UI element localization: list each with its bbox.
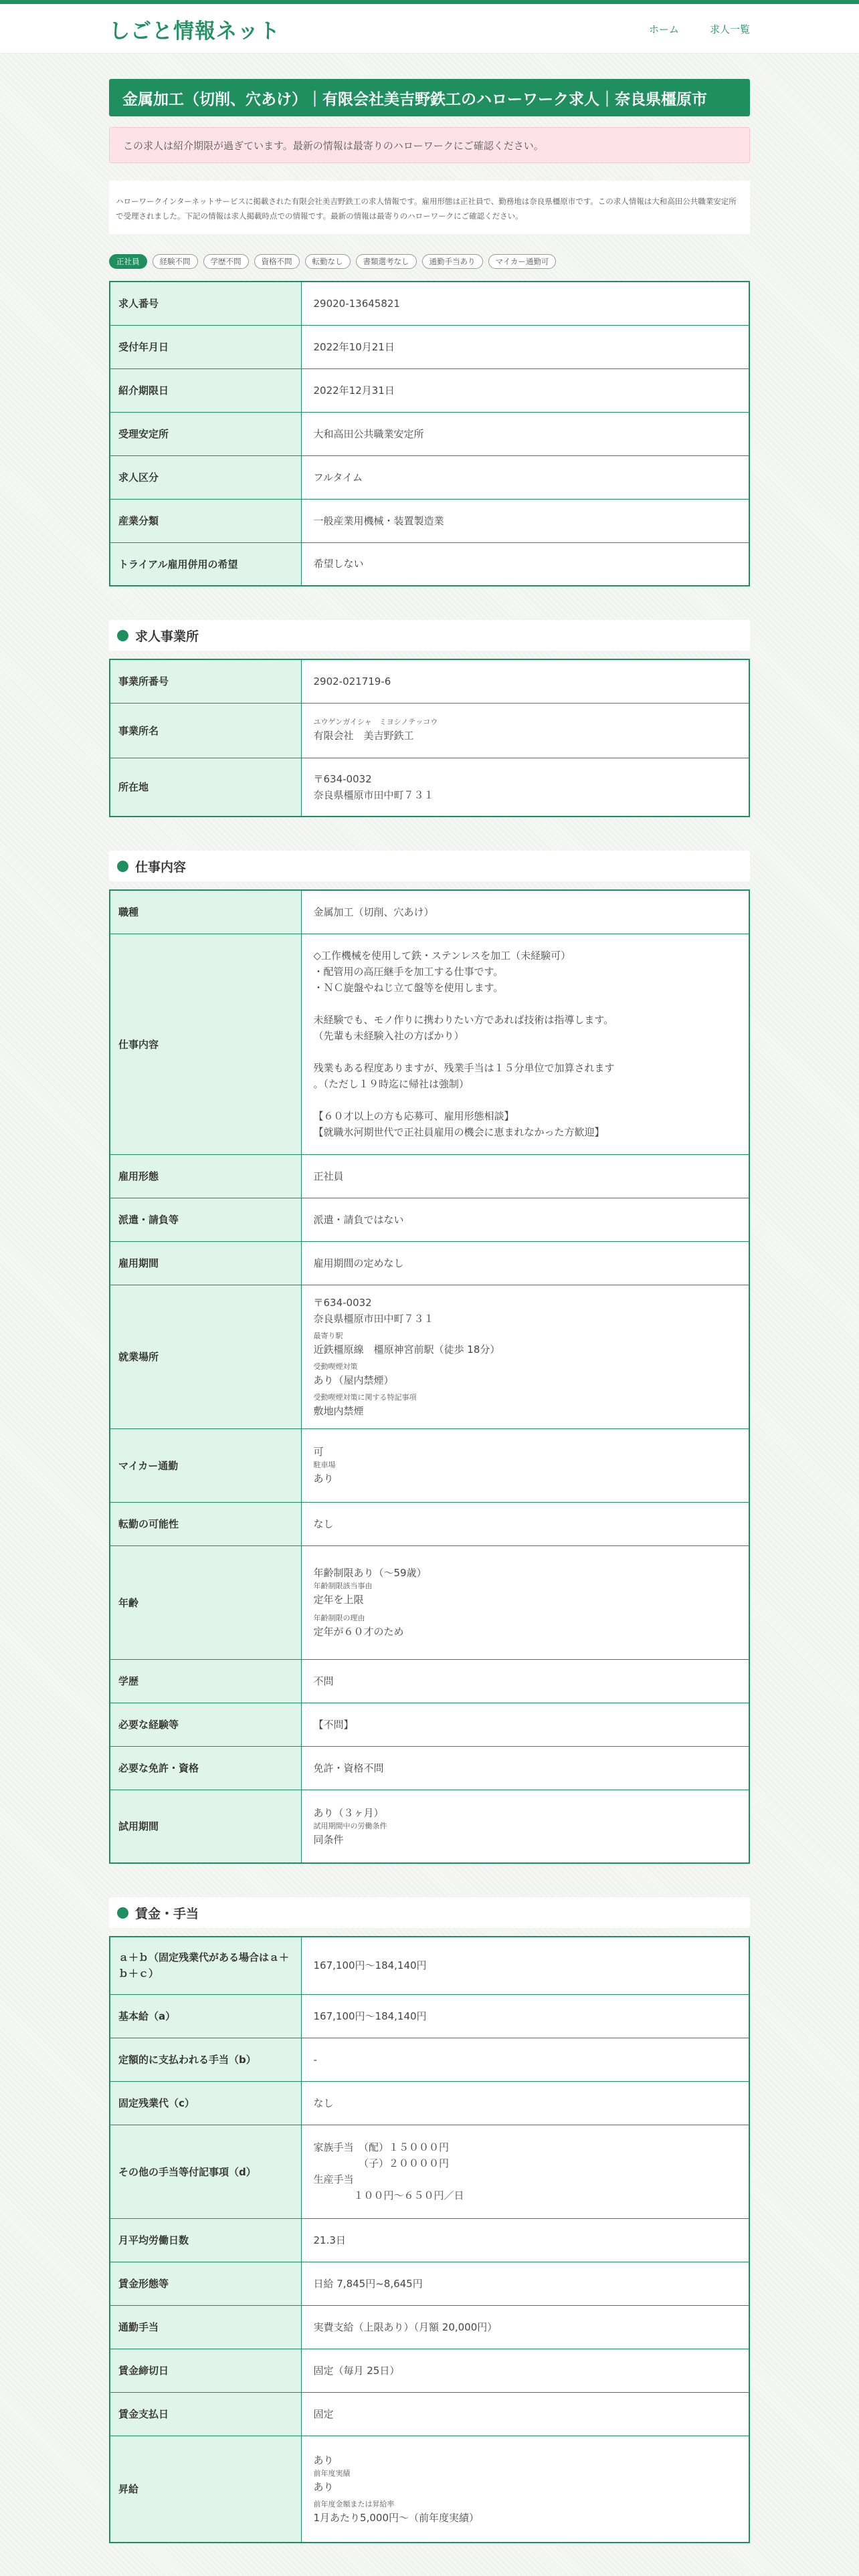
row-value: 167,100円～184,140円 — [301, 1994, 749, 2038]
table-row — [110, 2262, 749, 2305]
row-value: なし — [301, 2081, 749, 2125]
row-value: 雇用期間の定めなし — [301, 1241, 749, 1285]
row-value — [301, 1545, 749, 1659]
bullet-dot-icon — [117, 1907, 128, 1919]
table-row — [110, 2081, 749, 2125]
row-label: 就業場所 — [110, 1285, 301, 1428]
row-value: 日給 7,845円~8,645円 — [301, 2262, 749, 2305]
row-label: 受付年月日 — [110, 325, 301, 368]
tag-commute-allowance: 通勤手当あり — [422, 254, 483, 269]
row-label: 受理安定所 — [110, 412, 301, 455]
row-value: フルタイム — [301, 455, 749, 499]
raise-amount-caption: 前年度金額または昇給率 — [313, 2499, 395, 2508]
section-title: 求人事業所 — [135, 629, 199, 644]
office-zip: 〒634-0032 — [313, 772, 372, 785]
table-row — [110, 1285, 749, 1428]
top-nav — [649, 22, 750, 36]
nav-job-list-link[interactable]: 求人一覧 — [709, 23, 750, 35]
basic-info-table — [109, 281, 750, 586]
row-value: - — [301, 2038, 749, 2081]
table-row — [110, 1241, 749, 1285]
row-label: 事業所番号 — [110, 659, 301, 703]
age-reason: 定年を上限 — [313, 1594, 364, 1606]
row-label: 求人区分 — [110, 455, 301, 499]
row-value — [301, 1428, 749, 1502]
raise-last-value: あり — [313, 2480, 334, 2493]
office-address: 奈良県橿原市田中町７３１ — [313, 788, 434, 801]
row-label: 賃金支払日 — [110, 2392, 301, 2436]
expired-notice: この求人は紹介期限が過ぎています。最新の情報は最寄りのハローワークにご確認ください。 — [109, 127, 750, 163]
job-description-intro: ハローワークインターネットサービスに掲載された有限会社美吉野鉄工の求人情報です。雇用形態は正社員で、勤務地は奈良県橿原市です。この求人情報は大和高田公共職業安定所で受理されました。下記の情報は求人掲載時点での情報です。最新の情報は最寄りのハローワークにご確認ください。 — [109, 181, 750, 234]
office-table — [109, 659, 750, 817]
raise-last-caption: 前年度実績 — [313, 2468, 351, 2478]
tag-license: 資格不問 — [254, 254, 300, 269]
table-row — [110, 499, 749, 542]
office-name: 有限会社 美吉野鉄工 — [313, 730, 414, 742]
row-label: 必要な経験等 — [110, 1703, 301, 1746]
row-label: 定額的に支払われる手当（b） — [110, 2038, 301, 2081]
table-row — [110, 1659, 749, 1703]
job-table — [109, 889, 750, 1864]
row-label: 職種 — [110, 890, 301, 934]
parking-value: あり — [313, 1473, 334, 1485]
row-value: 2022年10月21日 — [301, 325, 749, 368]
trial-period: あり（３ヶ月） — [313, 1806, 384, 1819]
row-label: 月平均労働日数 — [110, 2218, 301, 2262]
table-row — [110, 1154, 749, 1198]
main-content — [109, 79, 750, 2543]
place-address: 奈良県橿原市田中町７３１ — [313, 1312, 434, 1325]
row-value: 金属加工（切削、穴あけ） — [301, 890, 749, 934]
trial-caption: 試用期間中の労働条件 — [313, 1821, 387, 1830]
table-row — [110, 2436, 749, 2543]
table-row — [110, 2038, 749, 2081]
tag-experience: 経験不問 — [153, 254, 198, 269]
smoking-caption: 受動喫煙対策 — [313, 1362, 358, 1371]
table-row — [110, 2392, 749, 2436]
table-row — [110, 2349, 749, 2392]
wage-table — [109, 1936, 750, 2543]
table-row — [110, 703, 749, 758]
row-label: トライアル雇用併用の希望 — [110, 542, 301, 586]
row-label: 賃金締切日 — [110, 2349, 301, 2392]
table-row — [110, 1502, 749, 1545]
row-label: 求人番号 — [110, 282, 301, 325]
row-label: 産業分類 — [110, 499, 301, 542]
job-content-text: ◇工作機械を使用して鉄・ステンレスを加工（未経験可） ・配管用の高圧継手を加工する仕事です。 ・ＮＣ旋盤やねじ立て盤等を使用します。 未経験でも、モノ作りに携わりたい方であれば技術は指導します。 （先輩も未経験入社の方ばかり） 残業もある程度ありますが、残業手当は１５分単位で加算されます 。（ただし１９時迄に帰社は強制） 【６０才以上の方も応募可、雇用形態相談】 【就職氷河期世代で正社員雇用の機会に恵まれなかった方歓迎】 — [301, 934, 749, 1154]
site-logo[interactable]: しごと情報ネット — [109, 19, 280, 43]
row-label: 所在地 — [110, 758, 301, 817]
row-label: 学歴 — [110, 1659, 301, 1703]
page-title: 金属加工（切削、穴あけ）｜有限会社美吉野鉄工のハローワーク求人｜奈良県橿原市 — [109, 79, 750, 116]
row-value: 一般産業用機械・装置製造業 — [301, 499, 749, 542]
table-row — [110, 1994, 749, 2038]
row-label: 基本給（a） — [110, 1994, 301, 2038]
table-row — [110, 1428, 749, 1502]
age-limit: 年齢制限あり（～59歳） — [313, 1567, 427, 1579]
office-name-kana: ユウゲンガイシャ ミヨシノテッコウ — [313, 718, 438, 726]
station-caption: 最寄り駅 — [313, 1331, 343, 1340]
bullet-dot-icon — [117, 861, 128, 872]
table-row — [110, 542, 749, 586]
smoking-policy: あり（屋内禁煙） — [313, 1374, 394, 1386]
row-value: 派遣・請負ではない — [301, 1198, 749, 1241]
table-row — [110, 368, 749, 412]
row-label: 通勤手当 — [110, 2305, 301, 2349]
row-value: 21.3日 — [301, 2218, 749, 2262]
row-value: なし — [301, 1502, 749, 1545]
table-row — [110, 1545, 749, 1659]
row-value: 不問 — [301, 1659, 749, 1703]
row-label: 転勤の可能性 — [110, 1502, 301, 1545]
age-reason-caption: 年齢制限該当事由 — [313, 1582, 373, 1590]
row-value: 167,100円～184,140円 — [301, 1937, 749, 1994]
row-label: 紹介期限日 — [110, 368, 301, 412]
row-value — [301, 1285, 749, 1428]
table-row — [110, 659, 749, 703]
row-value: 固定 — [301, 2392, 749, 2436]
row-label: 必要な免許・資格 — [110, 1746, 301, 1790]
row-value: 【不問】 — [301, 1703, 749, 1746]
row-label: 派遣・請負等 — [110, 1198, 301, 1241]
table-row — [110, 412, 749, 455]
table-row — [110, 1703, 749, 1746]
place-zip: 〒634-0032 — [313, 1296, 372, 1309]
table-row — [110, 1198, 749, 1241]
row-label: マイカー通勤 — [110, 1428, 301, 1502]
row-value: 正社員 — [301, 1154, 749, 1198]
tag-no-transfer: 転勤なし — [305, 254, 351, 269]
table-row — [110, 282, 749, 325]
row-value — [301, 758, 749, 817]
table-row — [110, 1790, 749, 1863]
table-row — [110, 455, 749, 499]
row-label: ａ＋ｂ（固定残業代がある場合はａ＋ｂ＋ｃ） — [110, 1937, 301, 1994]
tag-education: 学歴不問 — [203, 254, 249, 269]
row-label: 固定残業代（c） — [110, 2081, 301, 2125]
row-label: 年齢 — [110, 1545, 301, 1659]
wage-section-heading — [109, 1897, 750, 1928]
nearest-station: 近鉄橿原線 橿原神宮前駅（徒歩 18分） — [313, 1343, 500, 1356]
row-label: 雇用期間 — [110, 1241, 301, 1285]
tag-no-screening: 書類選考なし — [356, 254, 417, 269]
trial-condition: 同条件 — [313, 1833, 344, 1846]
row-value: 固定（毎月 25日） — [301, 2349, 749, 2392]
row-value: 希望しない — [301, 542, 749, 586]
row-value: 29020-13645821 — [301, 282, 749, 325]
age-why: 定年が６０才のため — [313, 1626, 404, 1638]
raise-amount-value: 1月あたり5,000円～（前年度実績） — [313, 2511, 479, 2524]
row-value — [301, 2436, 749, 2543]
table-row — [110, 2125, 749, 2218]
nav-home-link[interactable]: ホーム — [648, 23, 679, 35]
table-row — [110, 1746, 749, 1790]
table-row — [110, 325, 749, 368]
bullet-dot-icon — [117, 630, 128, 641]
row-value — [301, 1790, 749, 1863]
table-row — [110, 2305, 749, 2349]
car-commute-value: 可 — [313, 1446, 324, 1458]
row-value: 2022年12月31日 — [301, 368, 749, 412]
job-section-heading — [109, 851, 750, 881]
parking-caption: 駐車場 — [313, 1461, 336, 1469]
tag-car-commute: マイカー通勤可 — [488, 254, 557, 269]
table-row — [110, 934, 749, 1154]
raise-value: あり — [313, 2454, 334, 2466]
section-title: 賃金・手当 — [135, 1906, 199, 1921]
row-value: 免許・資格不問 — [301, 1746, 749, 1790]
row-label: 賃金形態等 — [110, 2262, 301, 2305]
row-label: 仕事内容 — [110, 934, 301, 1154]
site-header — [0, 4, 859, 53]
row-value: 大和高田公共職業安定所 — [301, 412, 749, 455]
row-label: 昇給 — [110, 2436, 301, 2543]
smoking-note: 敷地内禁煙 — [313, 1404, 364, 1417]
table-row — [110, 890, 749, 934]
tag-seishain: 正社員 — [109, 254, 147, 269]
feature-tags — [109, 254, 750, 270]
other-allowance-text: 家族手当 （配）１５０００円 （子）２００００円 生産手当 １００円～６５０円／日 — [301, 2125, 749, 2218]
row-value: 2902-021719-6 — [301, 659, 749, 703]
row-label: 雇用形態 — [110, 1154, 301, 1198]
row-label: 試用期間 — [110, 1790, 301, 1863]
row-label: 事業所名 — [110, 703, 301, 758]
office-section-heading — [109, 620, 750, 651]
age-why-caption: 年齢制限の理由 — [313, 1614, 365, 1622]
row-value: 実費支給（上限あり）（月額 20,000円） — [301, 2305, 749, 2349]
row-label: その他の手当等付記事項（d） — [110, 2125, 301, 2218]
table-row — [110, 2218, 749, 2262]
table-row — [110, 1937, 749, 1994]
smoking-note-caption: 受動喫煙対策に関する特記事項 — [313, 1392, 417, 1402]
row-value — [301, 703, 749, 758]
section-title: 仕事内容 — [135, 859, 187, 875]
table-row — [110, 758, 749, 817]
